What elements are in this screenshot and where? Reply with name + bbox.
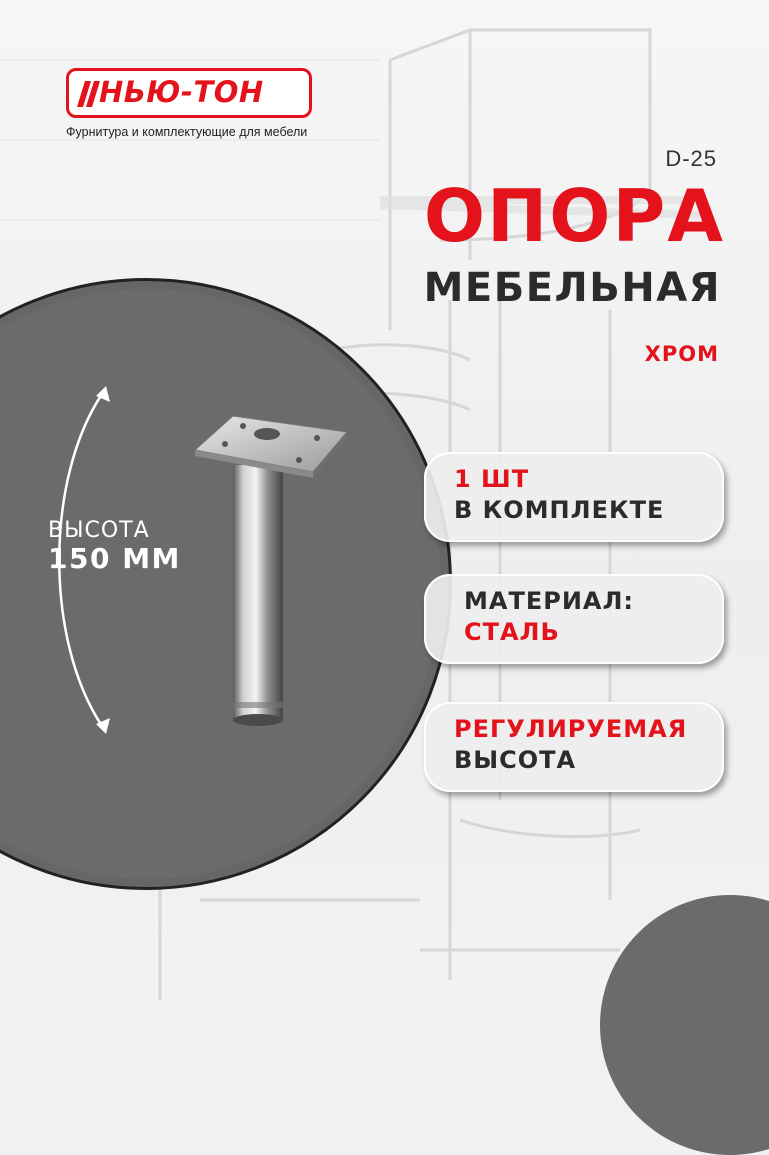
feature-card-quantity: [424, 452, 724, 542]
height-caption: ВЫСОТА: [48, 518, 150, 543]
article-number: D-25: [665, 146, 717, 171]
feature-adjustable-caption: ВЫСОТА: [454, 746, 577, 775]
furniture-leg-image: [195, 410, 355, 730]
brand-logo: [66, 68, 312, 118]
height-value: 150 ММ: [48, 542, 181, 576]
product-title: ОПОРА: [423, 174, 725, 258]
feature-card-material: [424, 574, 724, 664]
feature-quantity-caption: В КОМПЛЕКТЕ: [454, 496, 665, 525]
feature-material-caption: МАТЕРИАЛ:: [464, 587, 635, 615]
feature-material-value: СТАЛЬ: [464, 618, 560, 647]
feature-card-adjustable: [424, 702, 724, 792]
logo-stripes-icon: [77, 81, 101, 107]
product-subtitle: МЕБЕЛЬНАЯ: [423, 265, 721, 311]
feature-adjustable-value: РЕГУЛИРУЕМАЯ: [454, 715, 688, 743]
product-finish: ХРОМ: [644, 342, 719, 366]
logo-text: НЬЮ-ТОН: [99, 75, 264, 109]
height-label: [48, 518, 181, 575]
brand-tagline: Фурнитура и комплектующие для мебели: [66, 125, 308, 139]
feature-quantity-value: 1 ШТ: [454, 465, 530, 493]
